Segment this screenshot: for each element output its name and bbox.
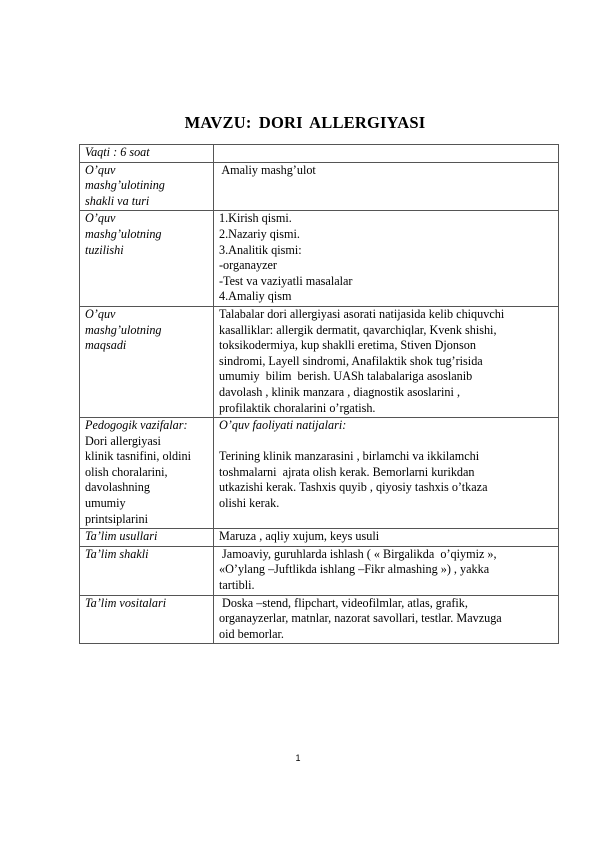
- value-line: Amaliy mashg’ulot: [219, 162, 316, 177]
- page-number: 1: [295, 753, 301, 763]
- label-line: Ta’lim usullari: [85, 529, 158, 544]
- row-value: [214, 211, 559, 307]
- value-line: toksikodermiya, kup shaklli eretima, Stiven Djonson: [219, 338, 476, 353]
- table-row-structure: [80, 211, 559, 307]
- label-line: mashg’ulotning: [85, 322, 162, 337]
- value-line: umumiy bilim berish. UASh talabalariga asoslanib: [219, 369, 473, 384]
- label-heading: Pedogogik vazifalar:: [85, 418, 188, 433]
- label-line: Ta’lim vositalari: [85, 595, 167, 610]
- label-line: davolashning: [85, 480, 150, 495]
- value-line: 3.Analitik qismi:: [219, 242, 302, 257]
- value-line: profilaktik choralarini o’rgatish.: [219, 400, 376, 415]
- row-label: [80, 595, 214, 644]
- label-line: shakli va turi: [85, 193, 150, 208]
- value-line: kasalliklar: allergik dermatit, qavarchiqlar, Kvenk shishi,: [219, 322, 497, 337]
- row-value: [214, 306, 559, 417]
- label-line: O’quv: [85, 162, 116, 177]
- row-value: [214, 162, 559, 211]
- table-row-goal: [80, 306, 559, 417]
- label-line: Ta’lim shakli: [85, 546, 149, 561]
- row-label: [80, 546, 214, 595]
- row-value: [214, 529, 559, 547]
- table-row-form: [80, 162, 559, 211]
- value-line: oid bemorlar.: [219, 626, 284, 641]
- value-line: sindromi, Layell sindromi, Anafilaktik shok tug’risida: [219, 353, 483, 368]
- value-line: Maruza , aqliy xujum, keys usuli: [219, 529, 380, 544]
- label-line: olish choralarini,: [85, 464, 168, 479]
- value-line: toshmalarni ajrata olish kerak. Bemorlarni kurikdan: [219, 464, 475, 479]
- page-title: MAVZU: DORI ALLERGIYASI: [184, 113, 426, 132]
- value-line: olishi kerak.: [219, 496, 280, 511]
- row-label: [80, 418, 214, 529]
- table-row-form-of-learning: [80, 546, 559, 595]
- table-row-time: [80, 145, 559, 163]
- label-line: Dori allergiyasi: [85, 433, 161, 448]
- value-line: 2.Nazariy qismi.: [219, 226, 300, 241]
- label-line: maqsadi: [85, 338, 127, 353]
- row-label: [80, 529, 214, 547]
- row-label: [80, 162, 214, 211]
- row-label: [80, 306, 214, 417]
- row-value: [214, 595, 559, 644]
- spacer: [219, 434, 554, 450]
- row-label: [80, 145, 214, 163]
- value-heading: O’quv faoliyati natijalari:: [219, 418, 347, 433]
- table-row-tools: [80, 595, 559, 644]
- label-line: tuzilishi: [85, 242, 124, 257]
- value-line: Talabalar dori allergiyasi asorati natijasida kelib chiquvchi: [219, 306, 505, 321]
- value-line: -organayzer: [219, 258, 277, 273]
- label-line: printsiplarini: [85, 511, 148, 526]
- lesson-plan-table: [79, 144, 559, 644]
- value-line: utkazishi kerak. Tashxis quyib , qiyosiy tashxis o’tkaza: [219, 480, 488, 495]
- row-value: [214, 418, 559, 529]
- row-value: [214, 145, 559, 163]
- value-line: [219, 145, 554, 161]
- value-line: Terining klinik manzarasini , birlamchi va ikkilamchi: [219, 449, 480, 464]
- row-value: [214, 546, 559, 595]
- value-line: organayzerlar, matnlar, nazorat savollari, testlar. Mavzuga: [219, 611, 502, 626]
- label-line: umumiy: [85, 496, 126, 511]
- table-row-pedagogical: [80, 418, 559, 529]
- value-line: tartibli.: [219, 578, 255, 593]
- value-line: -Test va vaziyatli masalalar: [219, 273, 353, 288]
- label-line: Vaqti : 6 soat: [85, 145, 150, 159]
- label-line: mashg’ulotining: [85, 178, 165, 193]
- label-line: mashg’ulotning: [85, 226, 162, 241]
- label-line: O’quv: [85, 306, 116, 321]
- label-line: klinik tasnifini, oldini: [85, 449, 191, 464]
- value-line: «O’ylang –Juftlikda ishlang –Fikr almashing ») , yakka: [219, 562, 490, 577]
- table-row-methods: [80, 529, 559, 547]
- value-line: 4.Amaliy qism: [219, 289, 292, 304]
- value-line: davolash , klinik manzara , diagnostik asoslarini ,: [219, 384, 460, 399]
- value-line: Jamoaviy, guruhlarda ishlash ( « Birgalikda o’qiymiz »,: [219, 546, 497, 561]
- label-line: O’quv: [85, 211, 116, 226]
- value-line: Doska –stend, flipchart, videofilmlar, atlas, grafik,: [219, 595, 468, 610]
- value-line: 1.Kirish qismi.: [219, 211, 292, 226]
- row-label: [80, 211, 214, 307]
